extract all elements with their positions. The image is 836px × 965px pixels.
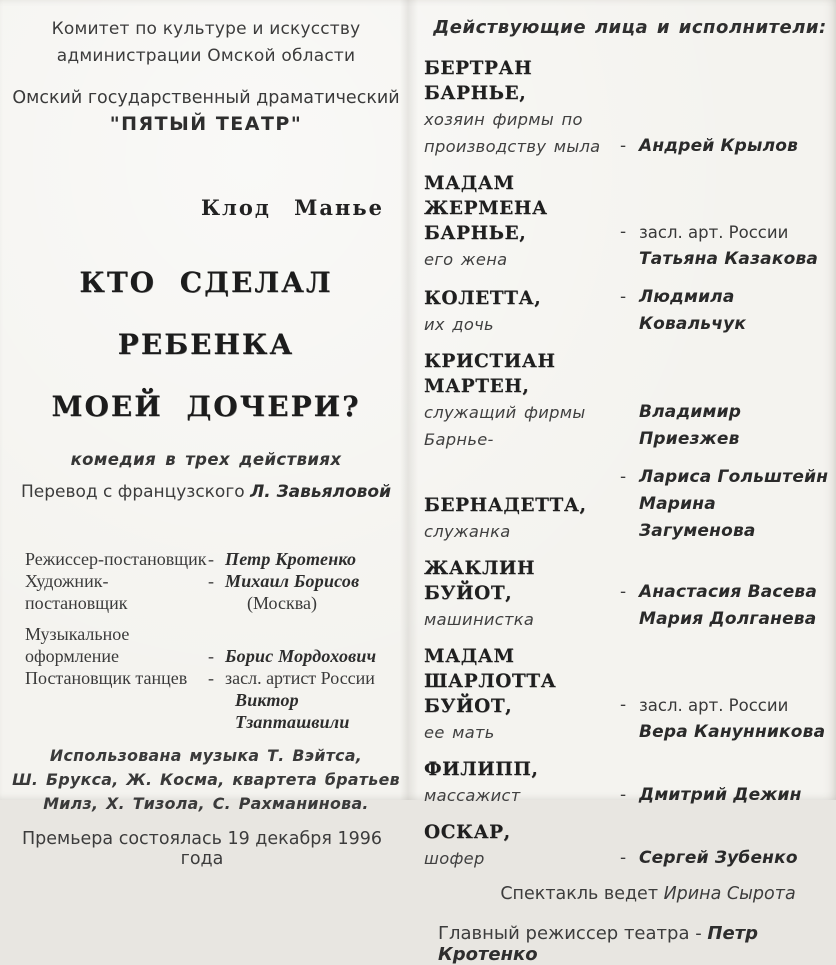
theater-name: "ПЯТЫЙ ТЕАТР" bbox=[109, 113, 303, 135]
cast-role: ЖЕРМЕНА БАРНЬЕ, bbox=[424, 198, 548, 244]
credit-city: (Москва) bbox=[247, 593, 317, 613]
cast-entry-filipp bbox=[424, 757, 836, 809]
cast-description: хозяин фирмы по bbox=[424, 110, 583, 129]
cast-actor: Людмила Ковальчук bbox=[639, 287, 747, 334]
cast-entry-bertran bbox=[424, 56, 836, 160]
credit-name: Борис Мордохович bbox=[225, 646, 377, 666]
cast-description: массажист bbox=[424, 786, 521, 805]
cast-entry-germena bbox=[424, 171, 836, 273]
premiere-date: Премьера состоялась 19 декабря 1996 года bbox=[21, 829, 382, 869]
credit-row-designer bbox=[25, 570, 412, 614]
cast-role: ФИЛИПП, bbox=[424, 759, 539, 780]
cast-honorific: засл. арт. России bbox=[639, 223, 789, 242]
credit-label: Художник-постановщик bbox=[25, 571, 128, 613]
cast-actor: Вера Канунникова bbox=[639, 722, 826, 742]
music-note-line-2: Ш. Брукса, Ж. Косма, квартета братьев bbox=[12, 770, 400, 789]
cast-actor: Марина Загуменова bbox=[639, 494, 756, 541]
cast-dash: - bbox=[620, 467, 627, 487]
stage-manager-credit bbox=[424, 884, 836, 904]
stage-manager-name: Ирина Сырота bbox=[663, 884, 796, 904]
music-note-line-1: Использована музыка Т. Вэйтса, bbox=[49, 746, 363, 765]
stage-manager-prefix: Спектакль ведет bbox=[500, 884, 664, 904]
cast-role: ОСКАР, bbox=[424, 822, 511, 843]
cast-dash: - bbox=[620, 287, 627, 307]
cast-description: шофер bbox=[424, 849, 485, 868]
cast-role: ЖАКЛИН БУЙОТ, bbox=[424, 558, 536, 604]
cast-dash: - bbox=[620, 785, 627, 805]
play-title-line-1: КТО СДЕЛАЛ РЕБЕНКА bbox=[79, 266, 333, 361]
organization-line-1: Комитет по культуре и искусству bbox=[51, 19, 361, 39]
credit-name: Виктор Тзапташвили bbox=[235, 690, 350, 732]
music-note-line-3: Милз, Х. Тизола, С. Рахманинова. bbox=[43, 794, 369, 813]
cast-description: служащий фирмы Барнье- bbox=[424, 403, 586, 449]
play-genre: комедия в трех действиях bbox=[70, 450, 342, 469]
cast-description: их дочь bbox=[424, 315, 494, 334]
credit-dash: - bbox=[208, 668, 214, 688]
cast-actor: Владимир Приезжев bbox=[639, 402, 742, 449]
translation-credit bbox=[0, 482, 412, 502]
credit-name: Михаил Борисов bbox=[225, 571, 360, 591]
credit-label: Постановщик танцев bbox=[25, 668, 188, 688]
cast-entry-oskar bbox=[424, 820, 836, 872]
cast-role: БЕРТРАН БАРНЬЕ, bbox=[424, 58, 533, 104]
cast-entry-kristian bbox=[424, 349, 836, 453]
play-title bbox=[0, 252, 412, 438]
credit-dash: - bbox=[208, 549, 214, 569]
cast-honorific: засл. арт. России bbox=[639, 696, 789, 715]
cast-role: ШАРЛОТТА БУЙОТ, bbox=[424, 671, 557, 717]
chief-director-name: Петр Кротенко bbox=[438, 923, 759, 965]
credit-row-choreographer bbox=[25, 667, 412, 733]
credit-label: Режиссер-постановщик bbox=[25, 549, 207, 569]
cast-dash: - bbox=[620, 695, 627, 715]
credit-dash: - bbox=[208, 646, 214, 666]
play-author: Клод Манье bbox=[200, 195, 384, 220]
credit-label-line-2: оформление bbox=[25, 646, 120, 666]
cast-actor: Лариса Гольштейн bbox=[639, 467, 829, 487]
cast-description: машинистка bbox=[424, 610, 535, 629]
cast-role: МАДАМ bbox=[424, 173, 515, 194]
cast-dash: - bbox=[620, 136, 627, 156]
left-page bbox=[0, 0, 412, 869]
credit-row-director bbox=[25, 548, 412, 570]
cast-dash: - bbox=[620, 582, 627, 602]
credit-honorific: засл. артист России bbox=[225, 668, 375, 688]
cast-description: производству мыла bbox=[424, 137, 601, 156]
cast-dash: - bbox=[620, 222, 627, 242]
cast-actor: Мария Долганева bbox=[639, 609, 817, 629]
credit-dash: - bbox=[208, 571, 214, 591]
translator-name: Л. Завьяловой bbox=[250, 482, 392, 502]
cast-actor: Татьяна Казакова bbox=[639, 249, 819, 269]
organization-line-2: администрации Омской области bbox=[56, 46, 356, 66]
cast-role: КОЛЕТТА, bbox=[424, 288, 542, 309]
cast-description: служанка bbox=[424, 522, 511, 541]
cast-entry-sharlotta bbox=[424, 644, 836, 746]
cast-entry-zhaklin bbox=[424, 556, 836, 633]
cast-heading: Действующие лица и исполнители: bbox=[433, 17, 827, 38]
credit-label bbox=[25, 623, 208, 667]
translation-prefix: Перевод с французского bbox=[20, 482, 251, 502]
production-credits bbox=[0, 548, 412, 733]
cast-entry-bernadetta bbox=[424, 464, 836, 545]
music-note bbox=[0, 744, 412, 816]
cast-actor: Анастасия Васева bbox=[639, 582, 818, 602]
cast-description: его жена bbox=[424, 250, 508, 269]
credit-label-line-1: Музыкальное bbox=[25, 624, 130, 644]
chief-director-prefix: Главный режиссер театра - bbox=[438, 923, 708, 944]
cast-role: БЕРНАДЕТТА, bbox=[424, 495, 587, 516]
cast-entry-koletta bbox=[424, 284, 836, 338]
chief-director-credit bbox=[424, 923, 836, 965]
right-page bbox=[424, 0, 836, 965]
cast-actor: Андрей Крылов bbox=[639, 136, 799, 156]
credit-row-music bbox=[25, 623, 412, 667]
cast-actor: Дмитрий Дежин bbox=[639, 785, 802, 805]
credit-name: Петр Кротенко bbox=[225, 549, 357, 569]
theater-type: Омский государственный драматический bbox=[12, 88, 400, 108]
cast-actor: Сергей Зубенко bbox=[639, 848, 798, 868]
cast-role: КРИСТИАН МАРТЕН, bbox=[424, 351, 556, 397]
theater-block bbox=[0, 85, 412, 137]
cast-description: ее мать bbox=[424, 723, 495, 742]
cast-role: МАДАМ bbox=[424, 646, 515, 667]
play-title-line-2: МОЕЙ ДОЧЕРИ? bbox=[51, 390, 361, 423]
organization-block bbox=[0, 16, 412, 70]
cast-dash: - bbox=[620, 848, 627, 868]
